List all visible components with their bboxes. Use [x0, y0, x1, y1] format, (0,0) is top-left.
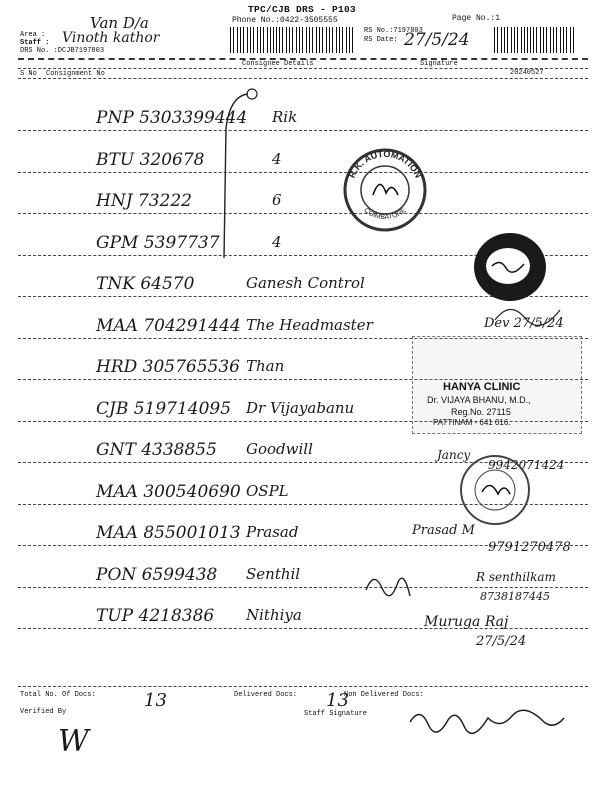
- clinic-reg: Reg.No. 27115: [451, 407, 511, 417]
- sno-header: S No: [20, 70, 37, 78]
- consignment-number: CJB 519714095: [96, 399, 232, 419]
- phone-number: Phone No.:0422-3505555: [232, 16, 338, 25]
- clinic-name: HANYA CLINIC: [443, 381, 521, 393]
- signature-row10-phone: 9942071424: [488, 458, 565, 472]
- signature-header: Signature: [420, 60, 458, 68]
- grouping-bracket: [220, 88, 260, 268]
- handwritten-rs-date: 27/5/24: [404, 30, 470, 50]
- goodwill-round-stamp: [450, 450, 540, 532]
- column-divider: [18, 68, 588, 69]
- row-divider: [18, 130, 588, 131]
- consignee-name: 4: [272, 233, 282, 251]
- consignment-number: TNK 64570: [96, 274, 195, 294]
- non-delivered-docs-label: Non Delivered Docs:: [344, 691, 424, 699]
- total-docs-label: Total No. Of Docs:: [20, 691, 96, 699]
- signature-row6: Dev 27/5/24: [484, 316, 564, 331]
- clinic-town: PATTINAM - 641 016.: [433, 418, 511, 427]
- consignee-name: Rik: [272, 108, 298, 126]
- area-label: Area :: [20, 31, 46, 39]
- consignee-name: OSPL: [246, 482, 289, 500]
- consignment-number: PON 6599438: [96, 565, 218, 585]
- signature-row13-name: Muruga Raj: [424, 614, 509, 630]
- signature-row11-phone: 9791270478: [488, 540, 571, 555]
- rs-number: RS No.:7197803: [364, 27, 423, 35]
- staff-signature-label: Staff Signature: [304, 710, 368, 718]
- consignment-number: TUP 4218386: [96, 606, 215, 626]
- signature-row13-date: 27/5/24: [476, 634, 527, 649]
- verified-mark: W: [58, 724, 89, 759]
- dark-round-stamp: [468, 228, 548, 306]
- signature-row12-phone: 8738187445: [480, 590, 550, 603]
- staff-signature-scribble: [404, 700, 574, 740]
- drs-number: DRS No. :DCJB7197803: [20, 47, 105, 55]
- signature-row9: Jancy: [437, 448, 471, 462]
- rs-date-label: RS Date:: [364, 36, 398, 44]
- signature-scribble-row12: [360, 560, 420, 610]
- clinic-doctor: Dr. VIJAYA BHANU, M.D.,: [427, 395, 531, 405]
- page-number: Page No.:1: [452, 14, 501, 23]
- handwritten-area: Van D/a: [90, 14, 149, 32]
- row-divider: [18, 587, 588, 588]
- row-divider: [18, 172, 588, 173]
- consignee-name: The Headmaster: [246, 316, 373, 334]
- consignment-header: Consignment No: [46, 70, 105, 78]
- delivered-docs-label: Delivered Docs:: [234, 691, 298, 699]
- signature-row12-name: R senthilkam: [476, 570, 556, 584]
- total-docs-value: 13: [144, 690, 167, 711]
- consignee-name: Goodwill: [246, 440, 313, 458]
- rk-automation-seal: [340, 145, 430, 235]
- consignment-number: MAA 855001013: [96, 523, 241, 543]
- svg-text:R.K. AUTOMATION: [347, 149, 424, 180]
- consignee-header: Consignee Details: [242, 60, 314, 68]
- consignment-number: PNP 5303399444: [96, 108, 248, 128]
- consignee-name: Nithiya: [246, 606, 302, 624]
- rk-seal-text: R.K. AUTOMATION: [346, 148, 424, 180]
- rk-seal-city: COIMBATORE: [362, 207, 408, 222]
- consignment-number: HRD 305765536: [96, 357, 241, 377]
- consignee-name: Prasad: [246, 523, 299, 541]
- footer-divider: [18, 686, 588, 687]
- consignment-number: MAA 704291444: [96, 316, 241, 336]
- handwritten-staff: Vinoth kathor: [62, 30, 160, 46]
- consignee-name: Ganesh Control: [246, 274, 365, 292]
- clinic-stamp: [412, 336, 582, 434]
- consignment-number: GPM 5397737: [96, 233, 220, 253]
- consignment-number: BTU 320678: [96, 150, 205, 170]
- date-code: 20240527: [510, 69, 544, 77]
- consignment-number: GNT 4338855: [96, 440, 217, 460]
- consignee-name: Dr Vijayabanu: [246, 399, 355, 417]
- signature-row11-name: Prasad M: [412, 523, 475, 538]
- barcode-left: [230, 27, 356, 53]
- barcode-right: [494, 27, 576, 53]
- consignee-name: Than: [246, 357, 285, 375]
- document-title: TPC/CJB DRS - P103: [248, 4, 357, 15]
- consignee-name: 6: [272, 191, 282, 209]
- consignee-name: 4: [272, 150, 282, 168]
- consignment-number: HNJ 73222: [96, 191, 192, 211]
- barcode-stripe: [353, 27, 356, 53]
- verified-by-label: Verified By: [20, 708, 67, 716]
- barcode-stripe: [574, 27, 576, 53]
- row-divider: [18, 213, 588, 214]
- staff-label: Staff :: [20, 39, 50, 47]
- consignment-number: MAA 300540690: [96, 482, 241, 502]
- delivered-docs-value: 13: [326, 690, 349, 711]
- consignee-name: Senthil: [246, 565, 301, 583]
- column-divider-bottom: [18, 78, 588, 79]
